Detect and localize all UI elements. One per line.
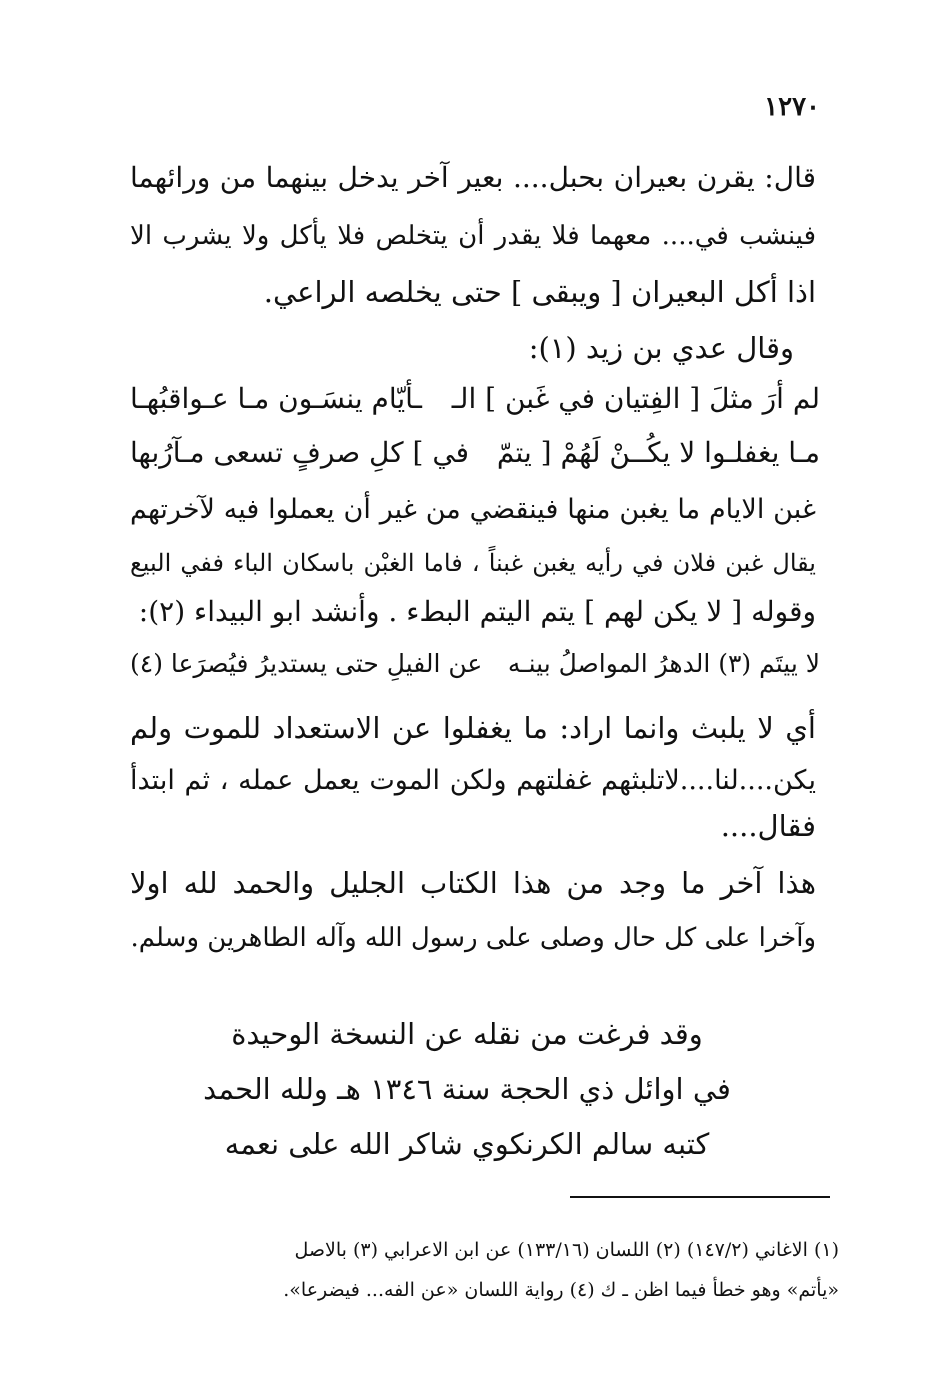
verse-hemistich-second: في ] كلِ صرفٍ تسعى مـآرُبها [130, 436, 470, 469]
verse-hemistich-second: ـأيّام ينسَـون مـا عـواقبُهـا [130, 382, 422, 415]
paragraph-line: يقال غبن فلان في رأيه يغبن غبناً ، فاما الغبْن باسكان الباء ففي البيع [130, 549, 816, 577]
page-number: ١٢٧٠ [764, 92, 820, 122]
paragraph-line: غبن الايام ما يغبن منها فينقضي من غير أن يعملوا فيه لآخرتهم [130, 494, 816, 525]
verse-line [130, 375, 820, 423]
paragraph-line: يكن....لنا....لاتلبثهم غفلتهم ولكن الموت يعمل عمله ، ثم ابتدأ [130, 765, 816, 796]
paragraph-line: قال: يقرن بعيران بحبل.... بعير آخر يدخل بينهما من ورائهما [130, 161, 816, 194]
verse-hemistich-first: لا ييتَم (٣) الدهرُ المواصلُ بينـه [507, 649, 820, 678]
verse-hemistich-second: عن الفيلِ حتى يستديرُ فيُصرَعا (٤) [130, 649, 483, 678]
verse-line [130, 429, 820, 477]
paragraph-line: وقوله [ لا يكن لهم ] يتم اليتم البطء . وأنشد ابو البيداء (٢): [138, 595, 816, 628]
paragraph-line: فقال.... [720, 809, 816, 843]
colophon-line: وقد فرغت من نقله عن النسخة الوحيدة [231, 1017, 703, 1051]
closing-line: وآخرا على كل حال وصلى على رسول الله وآله الطاهرين وسلم. [130, 923, 816, 953]
colophon-line: في اوائل ذي الحجة سنة ١٣٤٦ هـ ولله الحمد [203, 1072, 731, 1106]
footnote-line: (١) الاغاني (١٤٧/٢) (٢) اللسان (١٣٣/١٦) عن ابن الاعرابي (٣) بالاصل [294, 1239, 839, 1261]
colophon-line: كتبه سالم الكرنكوي شاكر الله على نعمه [224, 1127, 710, 1161]
poet-intro: وقال عدي بن زيد (١): [528, 331, 794, 365]
paragraph-line: اذا أكل البعيران [ ويبقى ] حتى يخلصه الراعي. [263, 275, 816, 309]
closing-line: هذا آخر ما وجد من هذا الكتاب الجليل والحمد لله اولا [130, 866, 816, 900]
paragraph-line: فينشب في.... معهما فلا يقدر أن يتخلص فلا يأكل ولا يشرب الا [130, 221, 816, 251]
footnote-separator [570, 1196, 830, 1198]
footnote-line: «يأتم» وهو خطأ فيما اظن ـ ك (٤) رواية اللسان «عن الفه... فيضرعا». [283, 1279, 839, 1301]
verse-line [130, 640, 820, 688]
verse-hemistich-first: لم أرَ مثلَ [ الفِتيان في غَبن ] الـ [451, 382, 820, 415]
verse-hemistich-first: مـا يغفلـوا لا يكُــنْ لَهُمْ [ يتمّ [496, 436, 820, 469]
paragraph-line: أي لا يلبث وانما اراد: ما يغفلوا عن الاستعداد للموت ولم [130, 711, 816, 745]
